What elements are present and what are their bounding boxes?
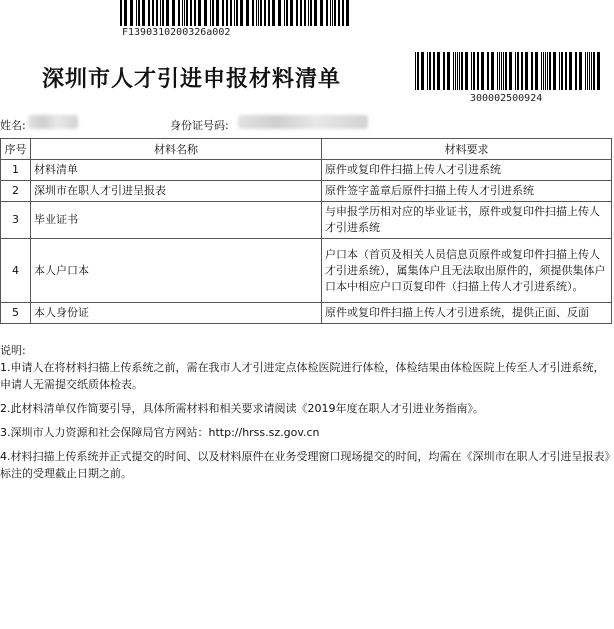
id-number-label: 身份证号码:	[170, 119, 229, 132]
header-seq: 序号	[1, 139, 31, 160]
note-item: 1.申请人在将材料扫描上传系统之前，需在我市人才引进定点体检医院进行体检，体检结果由体检医院上传至人才引进系统，申请人无需提交纸质体检表。	[0, 361, 605, 391]
row-requirement: 与申报学历相对应的毕业证书，原件或复印件扫描上传人才引进系统	[322, 202, 612, 239]
table-row	[1, 202, 612, 239]
row-material-name: 毕业证书	[31, 202, 322, 239]
note-item: 3.深圳市人力资源和社会保障局官方网站：http://hrss.sz.gov.cn	[0, 426, 320, 439]
row-material-name: 材料清单	[31, 160, 322, 181]
barcode-top-number: F1390310200326a002	[122, 27, 231, 38]
row-seq: 1	[1, 160, 31, 181]
notes-heading: 说明:	[0, 344, 26, 357]
header-material-requirement: 材料要求	[322, 139, 612, 160]
row-seq: 2	[1, 181, 31, 202]
barcode-top	[120, 0, 350, 26]
row-requirement: 原件签字盖章后原件扫描上传人才引进系统	[322, 181, 612, 202]
row-requirement: 原件或复印件扫描上传人才引进系统	[322, 160, 612, 181]
table-row	[1, 303, 612, 324]
barcode-right	[415, 52, 605, 90]
table-row	[1, 181, 612, 202]
note-item: 2.此材料清单仅作简要引导，具体所需材料和相关要求请阅读《2019年度在职人才引进业务指南》。	[0, 402, 484, 415]
row-requirement: 户口本（首页及相关人员信息页原件或复印件扫描上传人才引进系统），属集体户且无法取出原件的，须提供集体户口本中相应户口页复印件（扫描上传人才引进系统）。	[322, 239, 612, 303]
row-material-name: 本人身份证	[31, 303, 322, 324]
notes-section	[0, 342, 611, 489]
row-material-name: 本人户口本	[31, 239, 322, 303]
row-seq: 4	[1, 239, 31, 303]
materials-table	[0, 138, 612, 324]
row-seq: 5	[1, 303, 31, 324]
table-row	[1, 160, 612, 181]
name-label: 姓名:	[0, 119, 26, 132]
table-header-row	[1, 139, 612, 160]
row-seq: 3	[1, 202, 31, 239]
barcode-right-number: 300002500924	[470, 93, 543, 104]
row-material-name: 深圳市在职人才引进呈报表	[31, 181, 322, 202]
name-redacted	[28, 115, 78, 129]
row-requirement: 原件或复印件扫描上传人才引进系统，提供正面、反面	[322, 303, 612, 324]
id-number-redacted	[238, 115, 368, 129]
note-item: 4.材料扫描上传系统并正式提交的时间、以及材料原件在业务受理窗口现场提交的时间，均需在《深圳市在职人才引进呈报表》标注的受理截止日期之前。	[0, 450, 610, 480]
document-title: 深圳市人才引进申报材料清单	[42, 67, 342, 92]
header-material-name: 材料名称	[31, 139, 322, 160]
table-row	[1, 239, 612, 303]
